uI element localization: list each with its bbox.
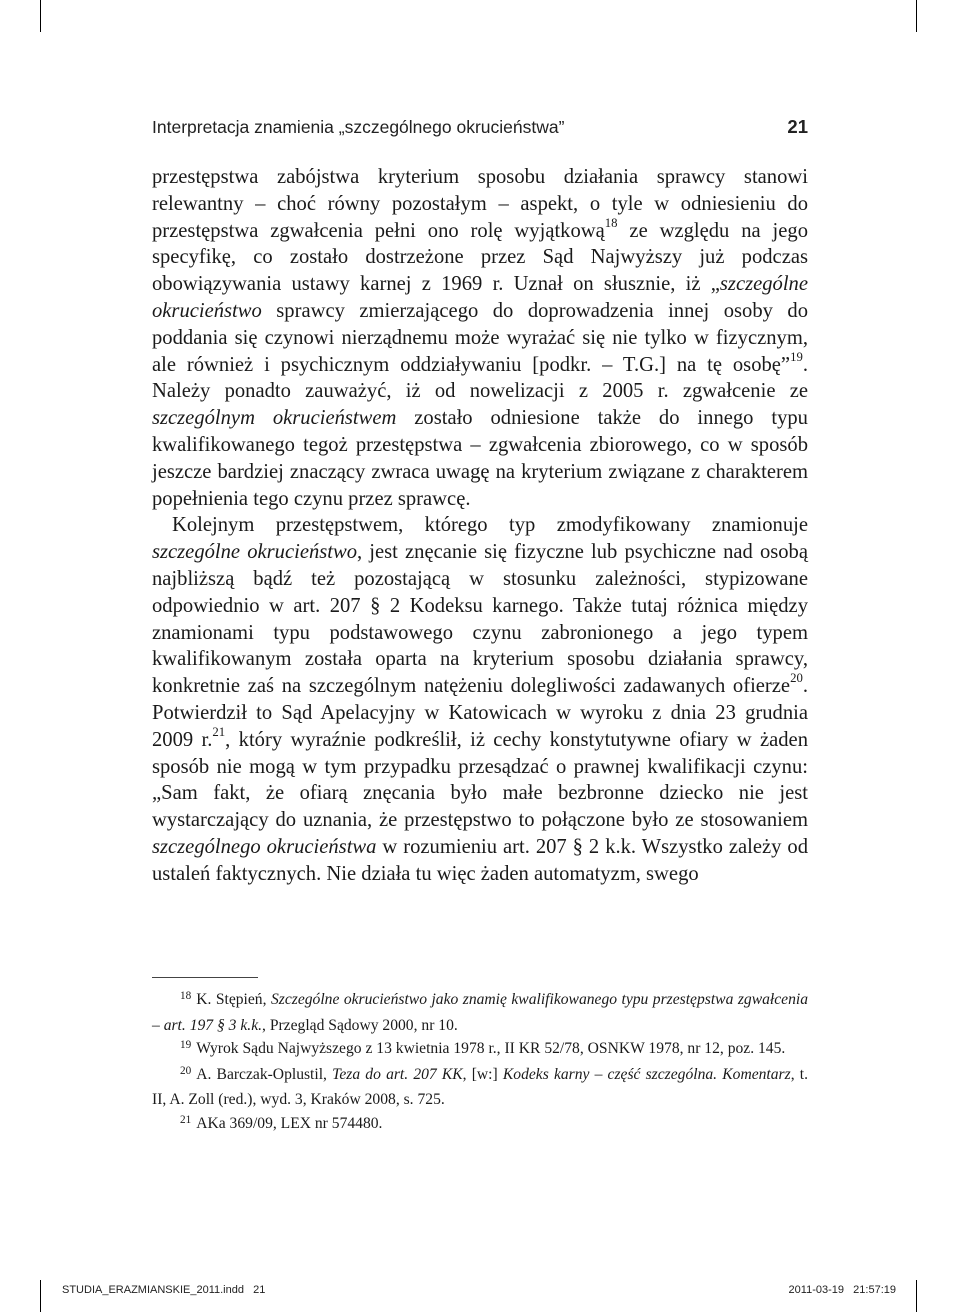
italic-run: szczególnego okrucieństwa xyxy=(152,835,377,858)
text-run: , jest znęcanie się fizyczne lub psychiczne nad osobą najbliższą bądź też pozostającą w stosunku zależności, stypizowane odpowiednio w art. 207 § 2 Kodeksu karnego. Także tutaj różnica między znamionami typu podstawowego czynu zabronionego a jego typem kwalifikowanym została oparta na kryterium sposobu działania sprawcy, konkretnie zaś na szczególnym natężeniu dolegliwości zadawanych ofierze xyxy=(152,541,808,698)
running-head-title: Interpretacja znamienia „szczególnego okrucieństwa” xyxy=(152,117,565,137)
page-number: 21 xyxy=(787,116,808,137)
text-run: . Należy ponadto zauważyć, iż od nowelizacji z 2005 r. zgwałcenie ze xyxy=(152,353,808,403)
text-run: Kolejnym przestępstwem, którego typ zmodyfikowany znamionuje xyxy=(172,514,808,537)
footnotes xyxy=(152,988,808,1138)
text-run: Wyrok Sądu Najwyższego z 13 kwietnia 1978 r., II KR 52/78, OSNKW 1978, nr 12, poz. 145. xyxy=(196,1040,786,1058)
footnote-ref: 18 xyxy=(604,215,618,230)
text-run: , t. II, A. Zoll (red.), wyd. 3, Kraków 2008, s. 725. xyxy=(152,1065,808,1109)
slug-filename: STUDIA_ERAZMIANSKIE_2011.indd 21 xyxy=(62,1284,266,1296)
footnote-number: 18 xyxy=(180,989,192,1002)
italic-run: Kodeks karny – część szczególna. Komentarz xyxy=(502,1065,791,1083)
text-run: zostało odniesione także do innego typu kwalifikowanego tegoż przestępstwa – zgwałcenia zbiorowego, co w sposób jeszcze bardziej znaczący zwraca uwagę na kryterium związane z charakterem popełnienia tego czynu przez sprawcę. xyxy=(152,407,808,510)
text-run: , Przegląd Sądowy 2000, nr 10. xyxy=(262,1016,458,1034)
body-text xyxy=(152,164,808,888)
italic-run: Szczególne okrucieństwo jako znamię kwalifikowanego typu przestępstwa zgwałcenia – art. 197 § 3 k.k. xyxy=(152,991,808,1034)
text-run: , [w:] xyxy=(462,1065,503,1083)
footnote-ref: 20 xyxy=(790,671,803,686)
text-run: przestępstwa zabójstwa kryterium sposobu działania sprawcy stanowi relewantny – choć równy pozostałym – aspekt, o tyle w odniesieniu do przestępstwa zgwałcenia pełni ono rolę wyjątkową xyxy=(152,166,808,242)
text-run: AKa 369/09, LEX nr 574480. xyxy=(196,1114,383,1132)
slug-timestamp: 2011-03-19 21:57:19 xyxy=(788,1284,896,1296)
paragraph-2 xyxy=(152,512,808,887)
footnote-18 xyxy=(152,988,808,1037)
running-head xyxy=(152,116,808,138)
paragraph-1 xyxy=(152,164,808,512)
footnote-number: 19 xyxy=(180,1039,192,1052)
footnote-number: 20 xyxy=(180,1064,192,1077)
text-run: K. Stępień, xyxy=(196,991,271,1008)
crop-mark xyxy=(916,0,917,32)
italic-run: Teza do art. 207 KK xyxy=(332,1065,463,1083)
footnote-19 xyxy=(152,1037,808,1063)
crop-mark xyxy=(916,1280,917,1312)
text-run: ze względu na jego specyfikę, co zostało dostrzeżone przez Sąd Najwyższy już podczas obowiązywania ustawy karnej z 1969 r. Uznał on słusznie, iż „ xyxy=(152,219,808,296)
text-run: sprawcy zmierzającego do doprowadzenia innej osoby do poddania się czynowi nierządnemu może wyrażać się nie tylko w fizycznym, ale również i psychicznym oddziaływaniu [podkr. – T.G.] na tę osobę” xyxy=(152,299,808,376)
footnote-separator xyxy=(152,977,258,978)
italic-run: szczególne okrucieństwo xyxy=(152,541,358,564)
text-run: w rozumieniu art. 207 § 2 k.k. Wszystko zależy od ustaleń faktycznych. Nie działa tu więc żaden automatyzm, swego xyxy=(152,835,808,885)
text-run: A. Barczak-Oplustil, xyxy=(196,1065,333,1083)
footnote-20 xyxy=(152,1063,808,1112)
print-slug xyxy=(62,1284,896,1304)
text-run: , który wyraźnie podkreślił, iż cechy konstytutywne ofiary w żaden sposób nie mogą w tym przypadku przesądzać o prawnej kwalifikacji czynu: „Sam fakt, że ofiarą znęcania było małe bezbronne dziecko nie jest wystarczający do uznania, że przestępstwo to połączone było ze stosowaniem xyxy=(152,728,808,832)
text-run: . Potwierdził to Sąd Apelacyjny w Katowicach w wyroku z dnia 23 grudnia 2009 r. xyxy=(152,675,808,751)
italic-run: szczególne okrucieństwo xyxy=(152,273,808,322)
crop-mark xyxy=(40,0,41,32)
footnote-ref: 19 xyxy=(790,349,803,364)
crop-mark xyxy=(40,1280,41,1312)
italic-run: szczególnym okrucieństwem xyxy=(152,407,397,430)
footnote-number: 21 xyxy=(180,1113,192,1126)
footnote-21 xyxy=(152,1112,808,1138)
footnote-ref: 21 xyxy=(212,724,226,739)
